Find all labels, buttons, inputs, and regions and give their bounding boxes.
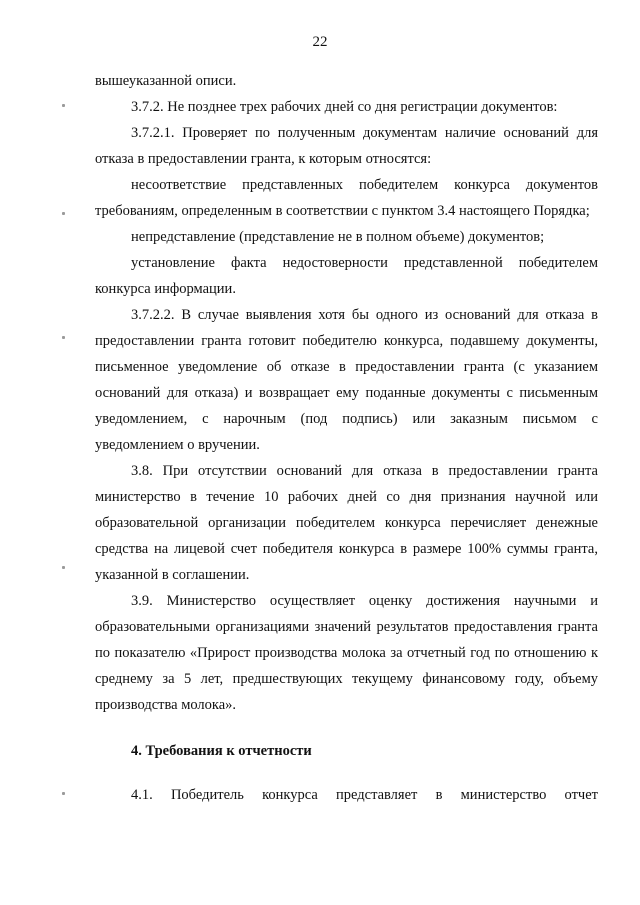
page-number: 22	[312, 34, 328, 50]
paragraph: вышеуказанной описи.	[95, 73, 237, 89]
margin-mark	[62, 566, 65, 569]
margin-mark	[62, 104, 65, 107]
paragraph: 3.9. Министерство осуществляет оценку достижения научными и образовательными организациями значений результатов предоставления гранта по показателю «Прирост производства молока за отчетный год по отношению к среднему за 5 лет, предшествующих текущему финансовому году, объему производства молока».	[95, 593, 598, 713]
paragraph: 3.7.2.1. Проверяет по полученным документам наличие оснований для отказа в предоставлении гранта, к которым относятся:	[95, 125, 598, 167]
margin-mark	[62, 212, 65, 215]
section-heading: 4. Требования к отчетности	[131, 743, 312, 759]
paragraph: 3.8. При отсутствии оснований для отказа в предоставлении гранта министерство в течение 10 рабочих дней со дня признания научной или образовательной организации победителем конкурса перечисляет денежные средства на лицевой счет победителя конкурса в размере 100% суммы гранта, указанной в соглашении.	[95, 463, 598, 583]
paragraph: 4.1. Победитель конкурса представляет в министерство отчет	[131, 787, 598, 803]
paragraph: 3.7.2. Не позднее трех рабочих дней со дня регистрации документов:	[131, 99, 558, 115]
margin-mark	[62, 336, 65, 339]
paragraph: непредставление (представление не в полном объеме) документов;	[131, 229, 545, 245]
document-body	[95, 68, 598, 808]
paragraph: 3.7.2.2. В случае выявления хотя бы одного из оснований для отказа в предоставлении гранта готовит победителю конкурса, подавшему документы, письменное уведомление об отказе в предоставлении гранта (с указанием оснований для отказа) и возвращает ему поданные документы с письменным уведомлением, с нарочным (под подпись) или заказным письмом с уведомлением о вручении.	[95, 307, 598, 453]
paragraph: установление факта недостоверности представленной победителем конкурса информации.	[95, 255, 598, 297]
paragraph: несоответствие представленных победителем конкурса документов требованиям, определенным в соответствии с пунктом 3.4 настоящего Порядка;	[95, 177, 598, 219]
margin-mark	[62, 792, 65, 795]
